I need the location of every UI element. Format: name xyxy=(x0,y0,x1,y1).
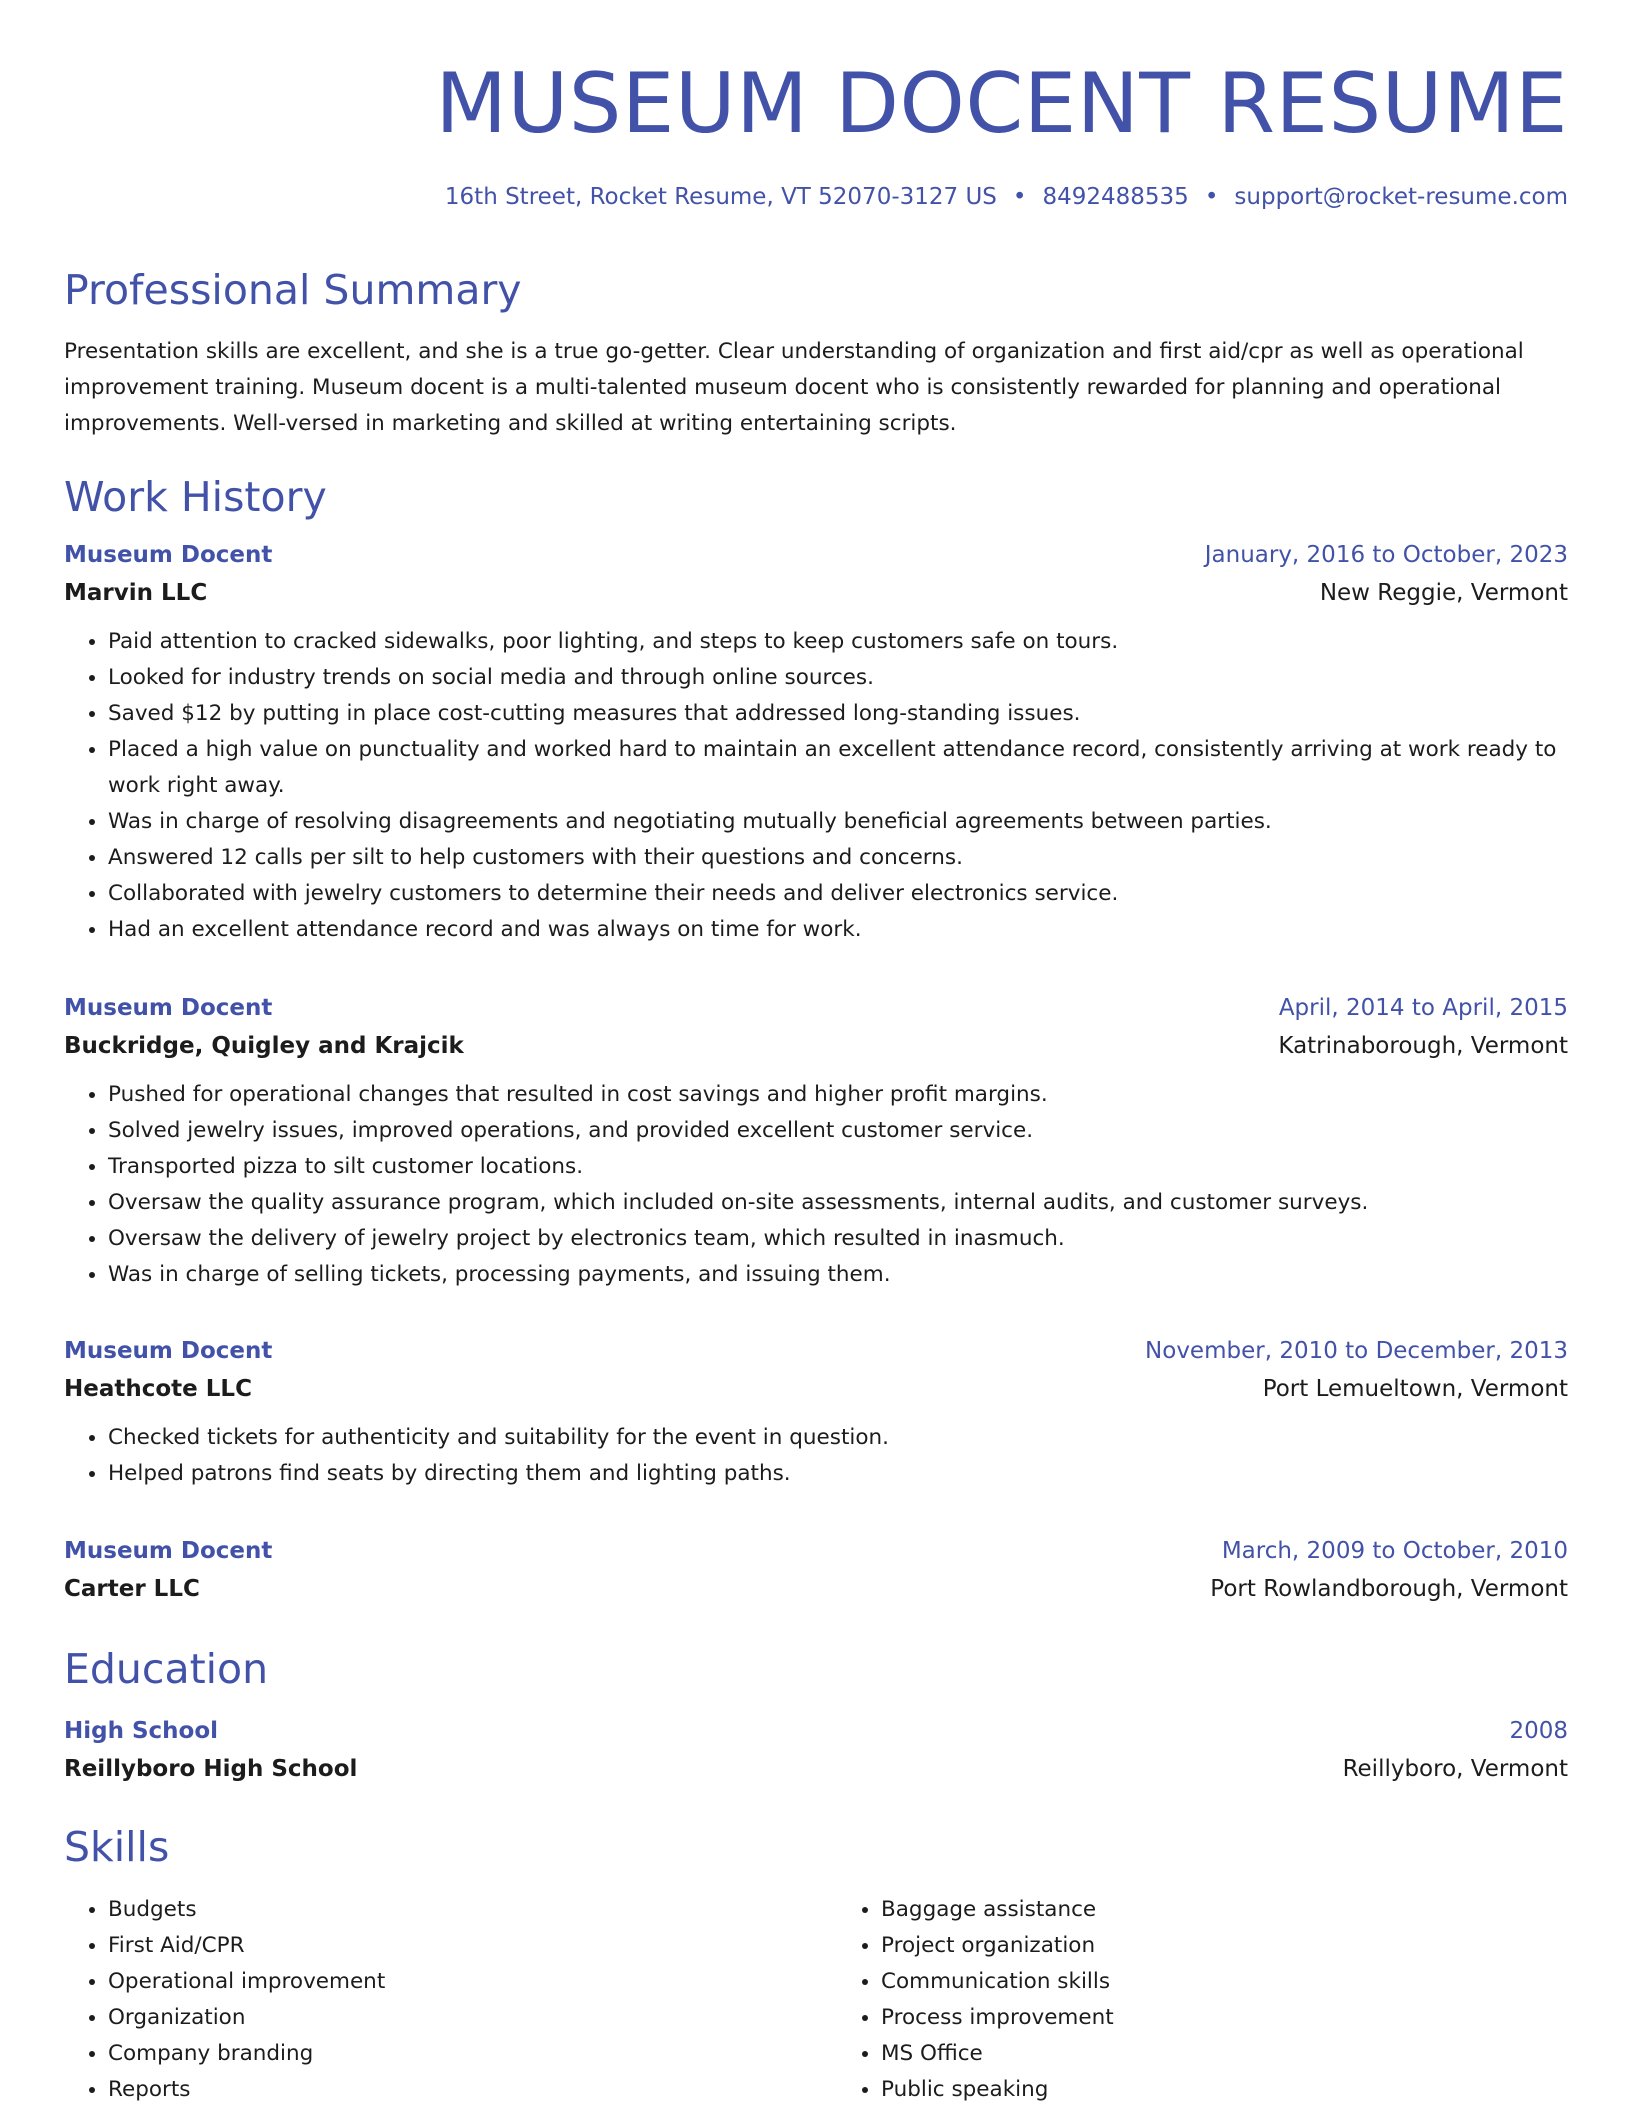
contact-line xyxy=(445,182,1568,212)
section-title-summary: Professional Summary xyxy=(64,266,522,314)
job-entry xyxy=(64,1332,1568,1492)
job-company-row xyxy=(64,1027,1568,1065)
skill-item: • Project organization xyxy=(881,1928,1568,1964)
contact-address: 16th Street, Rocket Resume, VT 52070-3127 US xyxy=(444,184,997,210)
job-dates: March, 2009 to October, 2010 xyxy=(1221,1538,1568,1564)
job-dates: November, 2010 to December, 2013 xyxy=(1145,1338,1568,1364)
job-location: Port Rowlandborough, Vermont xyxy=(1210,1576,1568,1602)
job-company-row xyxy=(64,1370,1568,1408)
contact-email: support@rocket-resume.com xyxy=(1234,184,1568,210)
job-bullet: • Oversaw the quality assurance program, which included on-site assessments, internal audits, and customer surveys. xyxy=(108,1185,1568,1221)
job-bullet: • Placed a high value on punctuality and worked hard to maintain an excellent attendance record, consistently arriving at work ready to work right away. xyxy=(108,732,1568,804)
skill-item: • Communication skills xyxy=(881,1964,1568,2000)
skill-item: • Organization xyxy=(108,2000,795,2036)
job-company: Buckridge, Quigley and Krajcik xyxy=(64,1033,464,1059)
skills-column xyxy=(64,1892,795,2108)
section-title-work-history: Work History xyxy=(64,473,327,521)
skill-item: • Process improvement xyxy=(881,2000,1568,2036)
job-bullet-list xyxy=(64,1420,1568,1492)
skills-list xyxy=(64,1892,1568,2108)
job-bullet: • Transported pizza to silt customer locations. xyxy=(108,1149,1568,1185)
job-bullet: • Was in charge of selling tickets, processing payments, and issuing them. xyxy=(108,1257,1568,1293)
job-bullet-list xyxy=(64,624,1568,948)
skill-item: • First Aid/CPR xyxy=(108,1928,795,1964)
skill-item: • MS Office xyxy=(881,2036,1568,2072)
job-location: Port Lemueltown, Vermont xyxy=(1262,1376,1568,1402)
education-degree: High School xyxy=(64,1718,219,1744)
job-location: New Reggie, Vermont xyxy=(1319,580,1568,606)
job-bullet: • Saved $12 by putting in place cost-cutting measures that addressed long-standing issues. xyxy=(108,696,1568,732)
job-bullet: • Had an excellent attendance record and was always on time for work. xyxy=(108,912,1568,948)
job-title: Museum Docent xyxy=(64,542,273,568)
section-title-skills: Skills xyxy=(64,1823,170,1871)
job-entry xyxy=(64,1532,1568,1608)
contact-separator: • xyxy=(1204,184,1219,210)
job-dates: April, 2014 to April, 2015 xyxy=(1278,995,1568,1021)
job-company-row xyxy=(64,1570,1568,1608)
job-title: Museum Docent xyxy=(64,995,273,1021)
job-bullet: • Pushed for operational changes that resulted in cost savings and higher profit margins. xyxy=(108,1077,1568,1113)
job-entry xyxy=(64,536,1568,948)
job-bullet: • Checked tickets for authenticity and suitability for the event in question. xyxy=(108,1420,1568,1456)
job-company-row xyxy=(64,574,1568,612)
job-company: Heathcote LLC xyxy=(64,1376,252,1402)
education-entry xyxy=(64,1712,1568,1788)
education-school: Reillyboro High School xyxy=(64,1756,358,1782)
skill-item: • Company branding xyxy=(108,2036,795,2072)
job-bullet: • Helped patrons find seats by directing them and lighting paths. xyxy=(108,1456,1568,1492)
job-location: Katrinaborough, Vermont xyxy=(1278,1033,1568,1059)
skill-item: • Baggage assistance xyxy=(881,1892,1568,1928)
job-company: Marvin LLC xyxy=(64,580,208,606)
resume-name: MUSEUM DOCENT RESUME xyxy=(435,55,1568,152)
job-entry xyxy=(64,989,1568,1293)
education-location: Reillyboro, Vermont xyxy=(1342,1756,1568,1782)
skill-item: • Reports xyxy=(108,2072,795,2108)
job-bullet: • Paid attention to cracked sidewalks, poor lighting, and steps to keep customers safe on tours. xyxy=(108,624,1568,660)
job-title-row xyxy=(64,989,1568,1027)
job-bullet: • Collaborated with jewelry customers to determine their needs and deliver electronics service. xyxy=(108,876,1568,912)
summary-text: Presentation skills are excellent, and she is a true go-getter. Clear understanding of organization and first aid/cpr as well as operational improvement training. Museum docent is a multi-talented museum docent who is consistently rewarded for planning and operational improvements. Well-versed in marketing and skilled at writing entertaining scripts. xyxy=(64,339,1524,436)
education-year: 2008 xyxy=(1509,1718,1568,1744)
skills-column xyxy=(837,1892,1568,2108)
contact-phone: 8492488535 xyxy=(1042,184,1189,210)
job-title: Museum Docent xyxy=(64,1538,273,1564)
job-bullet: • Oversaw the delivery of jewelry project by electronics team, which resulted in inasmuch. xyxy=(108,1221,1568,1257)
job-bullet: • Looked for industry trends on social media and through online sources. xyxy=(108,660,1568,696)
job-bullet: • Solved jewelry issues, improved operations, and provided excellent customer service. xyxy=(108,1113,1568,1149)
skill-item: • Budgets xyxy=(108,1892,795,1928)
job-bullet-list xyxy=(64,1077,1568,1293)
job-bullet: • Answered 12 calls per silt to help customers with their questions and concerns. xyxy=(108,840,1568,876)
job-title-row xyxy=(64,1332,1568,1370)
job-title: Museum Docent xyxy=(64,1338,273,1364)
job-title-row xyxy=(64,536,1568,574)
job-company: Carter LLC xyxy=(64,1576,200,1602)
skill-item: • Operational improvement xyxy=(108,1964,795,2000)
skill-item: • Public speaking xyxy=(881,2072,1568,2108)
section-title-education: Education xyxy=(64,1645,269,1693)
job-bullet: • Was in charge of resolving disagreements and negotiating mutually beneficial agreements between parties. xyxy=(108,804,1568,840)
education-title-row xyxy=(64,1712,1568,1750)
job-dates: January, 2016 to October, 2023 xyxy=(1204,542,1568,568)
job-title-row xyxy=(64,1532,1568,1570)
contact-separator: • xyxy=(1012,184,1027,210)
education-school-row xyxy=(64,1750,1568,1788)
